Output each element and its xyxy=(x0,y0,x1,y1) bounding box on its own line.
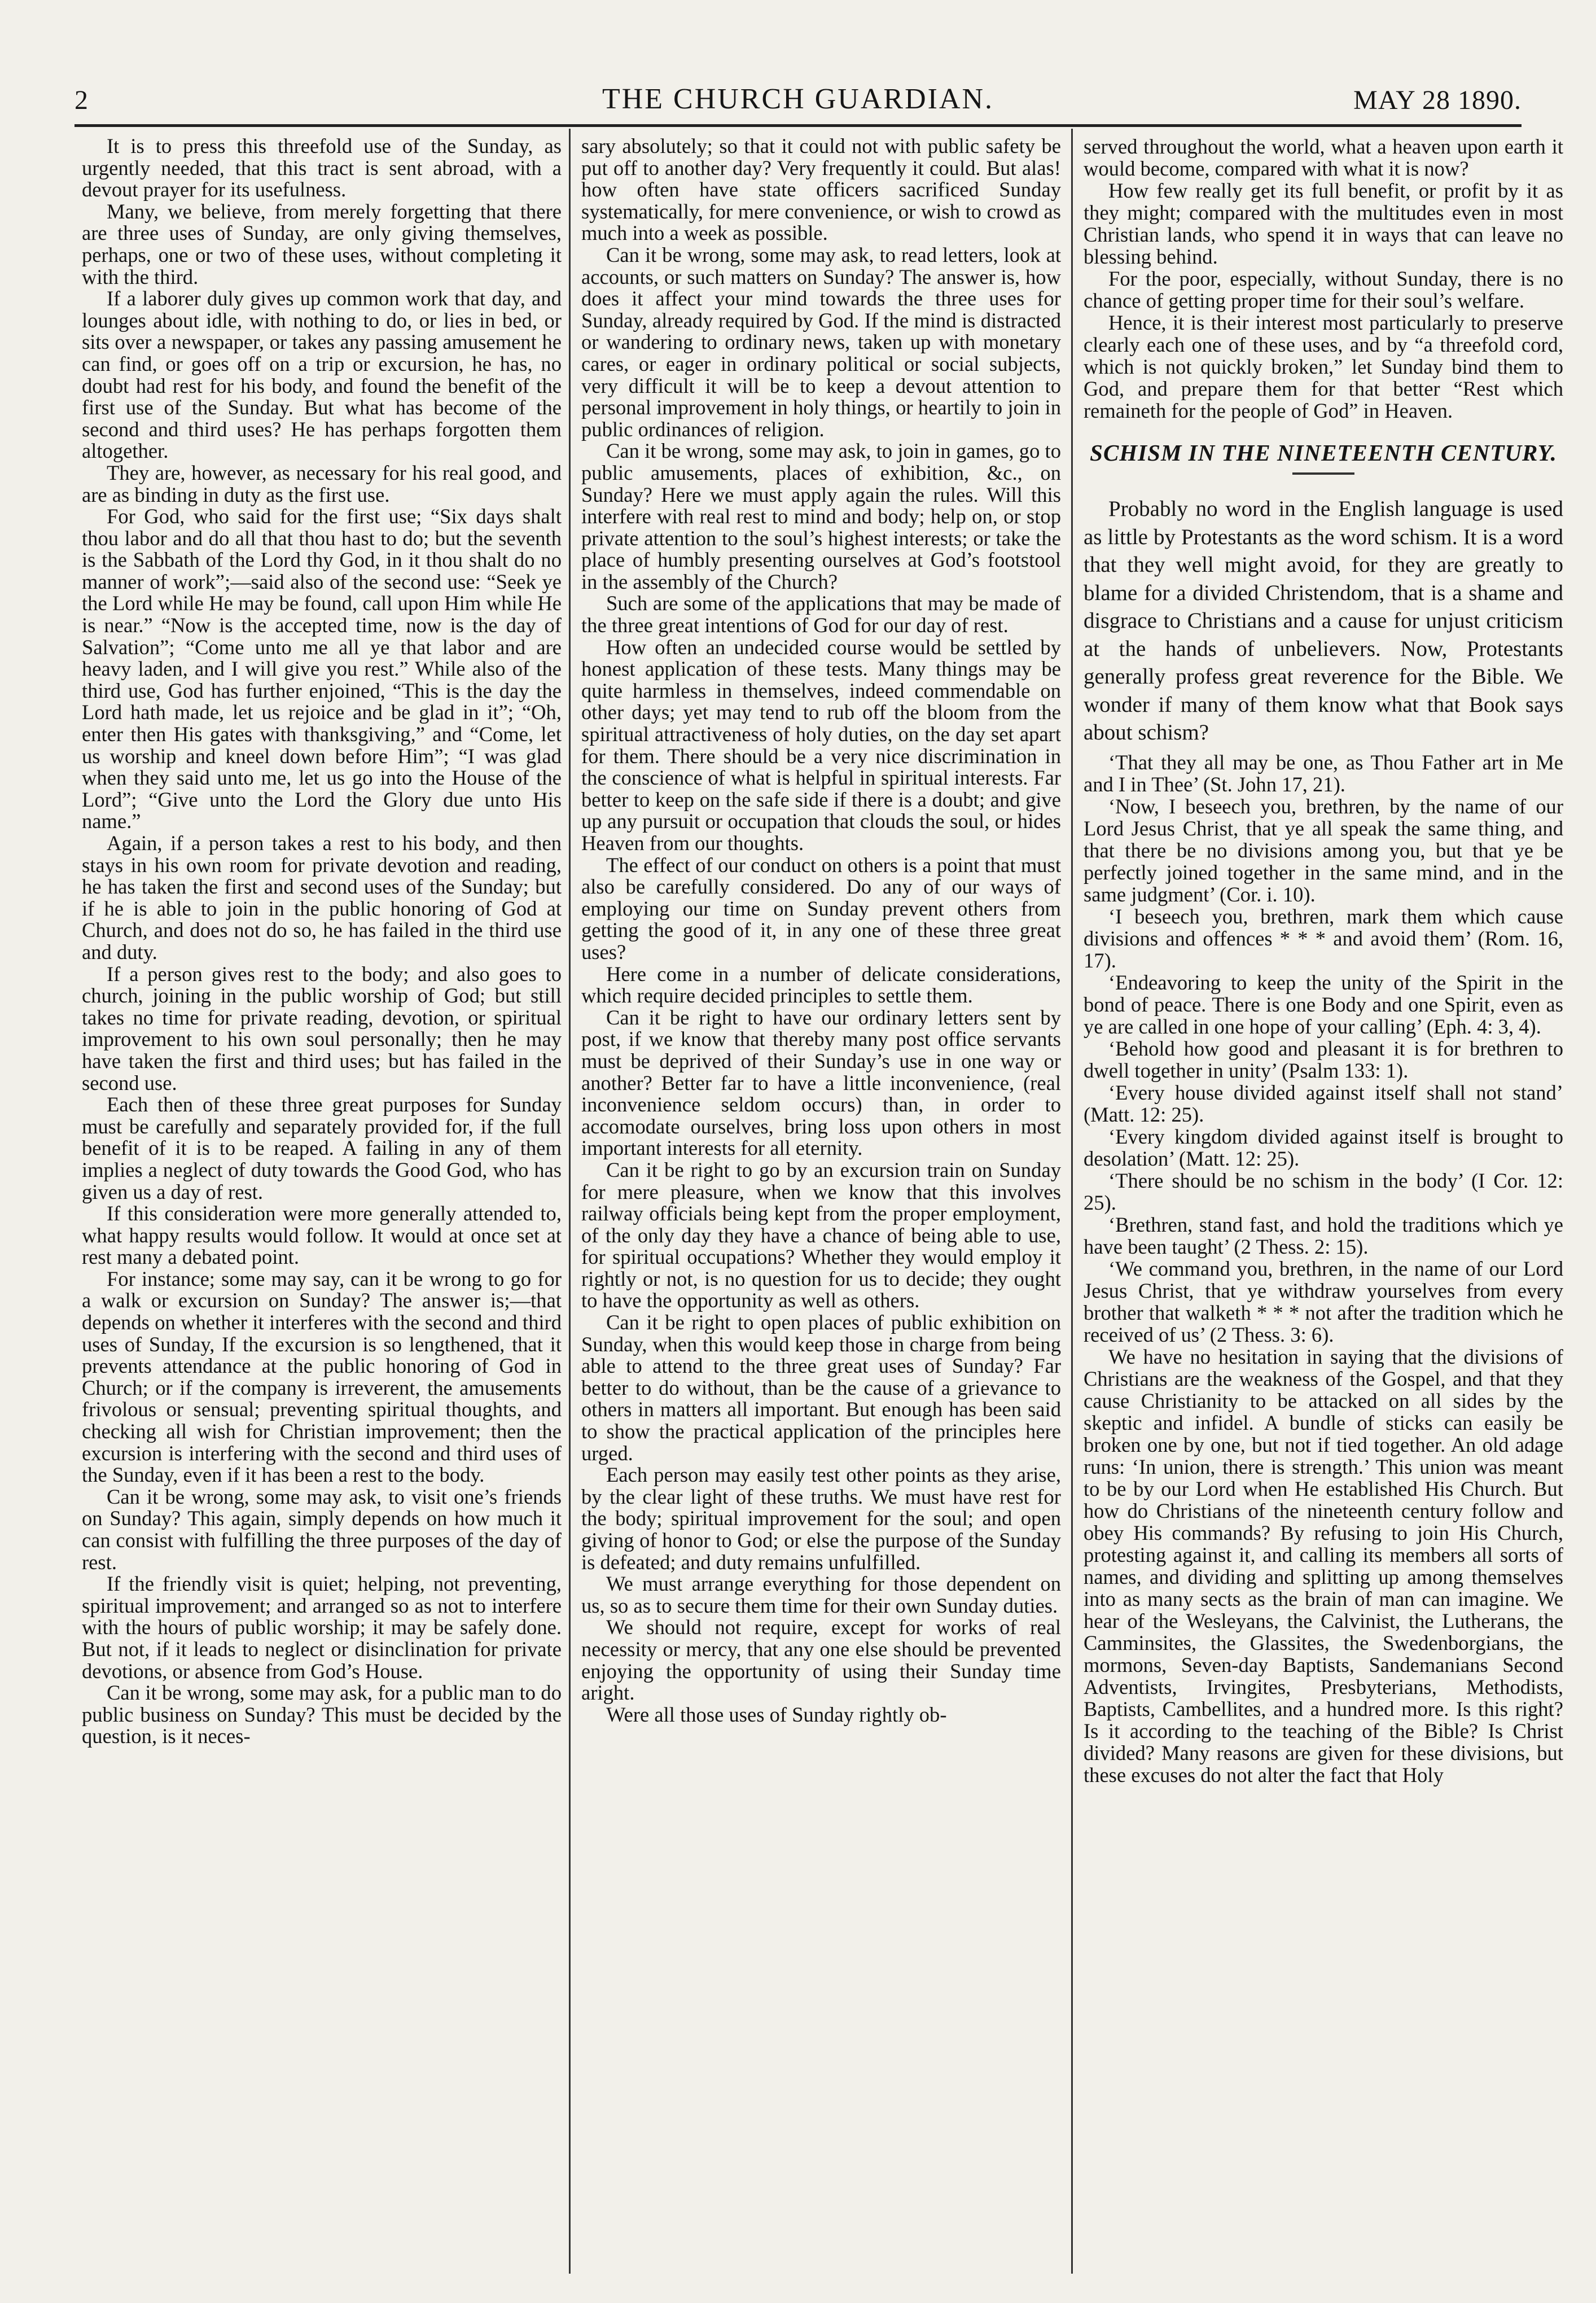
column-divider xyxy=(1071,129,1073,2274)
paragraph: The effect of our conduct on others is a point that must also be carefully considered. Do any of our ways of employing our time on Sunday prevent others from getting the good of it, in any one of these three great uses? xyxy=(581,853,1061,964)
scripture-quotes xyxy=(1084,751,1563,1786)
paragraph: Each person may easily test other points as they arise, by the clear light of these truths. We must have rest for the body; spiritual improvement for the soul; and open giving of honor to God; or else the purpose of the Sunday is defeated; and duty remains unfulfilled. xyxy=(581,1463,1061,1574)
header-rule xyxy=(74,124,1522,127)
paragraph: Probably no word in the English language is used as little by Protestants as the word schism. It is a word that they well might avoid, for they are greatly to blame for a divided Christendom, that is a shame and disgrace to Christians and a cause for unjust criticism at the hands of unbelievers. Now, Protestants generally profess great reverence for the Bible. We wonder if many of them know what that Book says about schism? xyxy=(1084,497,1563,745)
article-continuation xyxy=(1084,135,1563,422)
paragraph: If this consideration were more generally attended to, what happy results would follow. It would at once set at rest many a debated point. xyxy=(82,1202,562,1269)
paragraph: Can it be wrong, some may ask, for a public man to do public business on Sunday? This must be decided by the question, is it neces- xyxy=(82,1681,562,1748)
paragraph: For instance; some may say, can it be wrong to go for a walk or excursion on Sunday? The answer is;—that depends on whether it interferes with the second and third uses of Sunday, If the excursion is so lengthened, that it prevents attendance at the public honoring of God in Church; or if the company is irreverent, the amusements frivolous or sensual; preventing spiritual thoughts, and checking all wish for Christian improvement; then the excursion is interfering with the second and third uses of the Sunday, even if it has been a rest to the body. xyxy=(82,1267,562,1487)
paragraph: Can it be wrong, some may ask, to visit one’s friends on Sunday? This again, simply depends on how much it can consist with fulfilling the three purposes of the day of rest. xyxy=(82,1485,562,1574)
paragraph: Can it be wrong, some may ask, to read letters, look at accounts, or such matters on Sunday? The answer is, how does it affect your mind towards the three uses for Sunday, already required by God. If the mind is distracted or wandering to ordinary news, taken up with monetary cares, or eager in ordinary political or social subjects, very difficult it will be to keep a devout attention to personal improvement in holy things, or heartily to join in public ordinances of religion. xyxy=(581,243,1061,441)
issue-date: MAY 28 1890. xyxy=(1353,85,1522,115)
quote: ‘There should be no schism in the body’ (I Cor. 12: 25). xyxy=(1084,1168,1563,1214)
paragraph: If a laborer duly gives up common work that day, and lounges about idle, with nothing to do, or lies in bed, or sits over a newspaper, or takes any passing amusement he can find, or goes off on a trip or excursion, he has, no doubt had rest for his body, and found the benefit of the first use of the Sunday. But what has become of the second and third uses? He has perhaps forgotten them altogether. xyxy=(82,287,562,463)
quote: ‘Brethren, stand fast, and hold the traditions which ye have been taught’ (2 Thess. 2: 15). xyxy=(1084,1212,1563,1258)
paragraph: We should not require, except for works of real necessity or mercy, that any one else should be prevented enjoying the opportunity of using their Sunday time aright. xyxy=(581,1615,1061,1705)
paragraph: If a person gives rest to the body; and also goes to church, joining in the public worship of God; but still takes no time for private reading, devotion, or spiritual improvement to his own soul personally; then he may have taken the first and third uses; but has failed in the second use. xyxy=(82,962,562,1094)
paragraph: If the friendly visit is quiet; helping, not preventing, spiritual improvement; and arranged so as not to interfere with the hours of public worship; it may be safely done. But not, if it leads to neglect or disinclination for private devotions, or absence from God’s House. xyxy=(82,1572,562,1683)
paragraph: Can it be right to have our ordinary letters sent by post, if we know that thereby many post office servants must be deprived of their Sunday’s use in one way or another? Better far to have a little inconvenience, (real inconvenience seldom occurs) than, in order to accomodate ourselves, bring loss upon others in most important interests for all eternity. xyxy=(581,1005,1061,1160)
page-number: 2 xyxy=(74,85,89,115)
paragraph: Can it be right to open places of public exhibition on Sunday, when this would keep those in charge from being able to attend to the three great uses of Sunday? Far better to do without, than be the cause of a grievance to others in matters all important. But enough has been said to show the practical application of the principles here urged. xyxy=(581,1311,1061,1465)
quote: ‘Now, I beseech you, brethren, by the name of our Lord Jesus Christ, that ye all speak the same thing, and that there be no divisions among you, but that ye be perfectly joined together in the same mind, and in the same judgment’ (Cor. i. 10). xyxy=(1084,794,1563,906)
paragraph: Can it be right to go by an excursion train on Sunday for mere pleasure, when we know that this involves railway officials being kept from the proper employment, of the only day they have a chance of being able to use, for spiritual occupations? Whether they would employ it rightly or not, is no question for us to decide; they ought to have the opportunity as well as others. xyxy=(581,1158,1061,1312)
column-divider xyxy=(569,129,571,2274)
quote: ‘I beseech you, brethren, mark them which cause divisions and offences * * * and avoid them’ (Rom. 16, 17). xyxy=(1084,904,1563,972)
paragraph: served throughout the world, what a heaven upon earth it would become, compared with what it is now? xyxy=(1084,135,1563,180)
paragraph: Hence, it is their interest most particularly to preserve clearly each one of these uses, and by “a threefold cord, which is not quickly broken,” let Sunday bind them to God, and prepare them for that better “Rest which remaineth for the people of God” in Heaven. xyxy=(1084,311,1563,422)
paragraph: Were all those uses of Sunday rightly ob- xyxy=(606,1702,947,1726)
paragraph: Each then of these three great purposes for Sunday must be carefully and separately provided for, if the full benefit of it is to be reaped. A failing in any of them implies a neglect of duty towards the Good God, who has given us a day of rest. xyxy=(82,1093,562,1203)
paragraph: For the poor, especially, without Sunday, there is no chance of getting proper time for their soul’s welfare. xyxy=(1084,267,1563,312)
article-heading: SCHISM IN THE NINETEENTH CENTURY. xyxy=(1090,440,1557,466)
quote: ‘Endeavoring to keep the unity of the Spirit in the bond of peace. There is one Body and one Spirit, even as ye are called in one hope of your calling’ (Eph. 4: 3, 4). xyxy=(1084,970,1563,1038)
paragraph: Again, if a person takes a rest to his body, and then stays in his own room for private devotion and reading, he has taken the first and second uses of the Sunday; but if he is able to join in the public honoring of God at Church, and does not do so, he has failed in the third use and duty. xyxy=(82,831,562,964)
quote: ‘We command you, brethren, in the name of our Lord Jesus Christ, that ye withdraw yourselves from every brother that walketh * * * not after the tradition which he received of us’ (2 Thess. 3: 6). xyxy=(1084,1256,1563,1346)
paragraph: sary absolutely; so that it could not with public safety be put off to another day? Very frequently it could. But alas! how often have state officers sacrificed Sunday systematically, for mere convenience, or wish to crowd as much into a week as possible. xyxy=(581,135,1061,245)
paragraph: How few really get its full benefit, or profit by it as they might; compared with the multitudes even in most Christian lands, who spend it in ways that can leave no blessing behind. xyxy=(1084,179,1563,268)
page-header xyxy=(0,0,1596,130)
column-1 xyxy=(82,135,562,2269)
paragraph: How often an undecided course would be settled by honest application of these tests. Many things may be quite harmless in themselves, indeed commendable on other days; yet may tend to rub off the bloom from the spiritual attractiveness of holy duties, on the day set apart for them. There should be a very nice discrimination in the conscience of what is helpful in spiritual interests. Far better to keep on the safe side if there is a doubt; and give up any pursuit or occupation that clouds the soul, or hides Heaven from our thoughts. xyxy=(581,635,1061,855)
column-2 xyxy=(581,135,1061,2269)
quote: ‘Every kingdom divided against itself is brought to desolation’ (Matt. 12: 25). xyxy=(1084,1124,1563,1170)
paragraph: Can it be wrong, some may ask, to join in games, go to public amusements, places of exhibition, &c., on Sunday? Here we must apply again the rules. Will this interfere with real rest to mind and body; help on, or stop private attention to the soul’s highest interests; or take the place of humbly presenting ourselves at God’s footstool in the assembly of the Church? xyxy=(581,439,1061,593)
paragraph: We must arrange everything for those dependent on us, so as to secure them time for their own Sunday duties. xyxy=(581,1572,1061,1617)
paragraph: Here come in a number of delicate considerations, which require decided principles to settle them. xyxy=(581,962,1061,1008)
paragraph: They are, however, as necessary for his real good, and are as binding in duty as the first use. xyxy=(82,461,562,506)
paragraph: Such are some of the applications that may be made of the three great intentions of God for our day of rest. xyxy=(581,592,1061,637)
heading-rule xyxy=(1292,472,1354,475)
article-intro xyxy=(1084,495,1563,747)
paragraph: Many, we believe, from merely forgetting that there are three uses of Sunday, are only giving themselves, perhaps, one or two of these uses, without completing it with the third. xyxy=(82,199,562,288)
quote: ‘Behold how good and pleasant it is for brethren to dwell together in unity’ (Psalm 133: 1). xyxy=(1084,1036,1563,1082)
paragraph: We have no hesitation in saying that the divisions of Christians are the weakness of the Gospel, and that they cause Christianity to be attacked on all sides by the skeptic and infidel. A bundle of sticks can easily be broken one by one, but not if tied together. An old adage runs: ‘In union, there is strength.’ This union was meant to be by our Lord when He established His Church. But how do Christians of the nineteenth century follow and obey His commands? By refusing to join His Church, protesting against it, and calling its members all sorts of names, and dividing and splitting up among themselves into as many sects as the brain of man can imagine. We hear of the Wesleyans, the Calvinist, the Lutherans, the Camminsites, the Glassites, the Swedenborgians, the mormons, Seven-day Baptists, Sandemanians Second Adventists, Irvingites, Presbyterians, Methodists, Baptists, Cambellites, and a hundred more. Is this right? Is it according to the teaching of the Bible? Is Christ divided? Many reasons are given for these divisions, but these excuses do not alter the fact that Holy xyxy=(1084,1345,1563,1787)
paragraph: It is to press this threefold use of the Sunday, as urgently needed, that this tract is sent abroad, with a devout prayer for its usefulness. xyxy=(82,135,562,202)
newspaper-title: THE CHURCH GUARDIAN. xyxy=(602,83,994,115)
paragraph: For God, who said for the first use; “Six days shalt thou labor and do all that thou hast to do; but the seventh is the Sabbath of the Lord thy God, in it thou shalt do no manner of work”;—said also of the second use: “Seek ye the Lord while He may be found, call upon Him while He is near.” “Now is the accepted time, now is the day of Salvation”; “Come unto me all ye that labor and are heavy laden, and I will give you rest.” While also of the third use, God has further enjoined, “This is the day the Lord hath made, let us rejoice and be glad in it”; “Oh, enter then His gates with thanksgiving,” and “Come, let us worship and kneel down before Him”; “I was glad when they said unto me, let us go into the House of the Lord”; “Give unto the Lord the Glory due unto His name.” xyxy=(82,505,562,833)
quote: ‘That they all may be one, as Thou Father art in Me and I in Thee’ (St. John 17, 21). xyxy=(1084,750,1563,796)
quote: ‘Every house divided against itself shall not stand’ (Matt. 12: 25). xyxy=(1084,1080,1563,1126)
column-3 xyxy=(1084,135,1563,2269)
